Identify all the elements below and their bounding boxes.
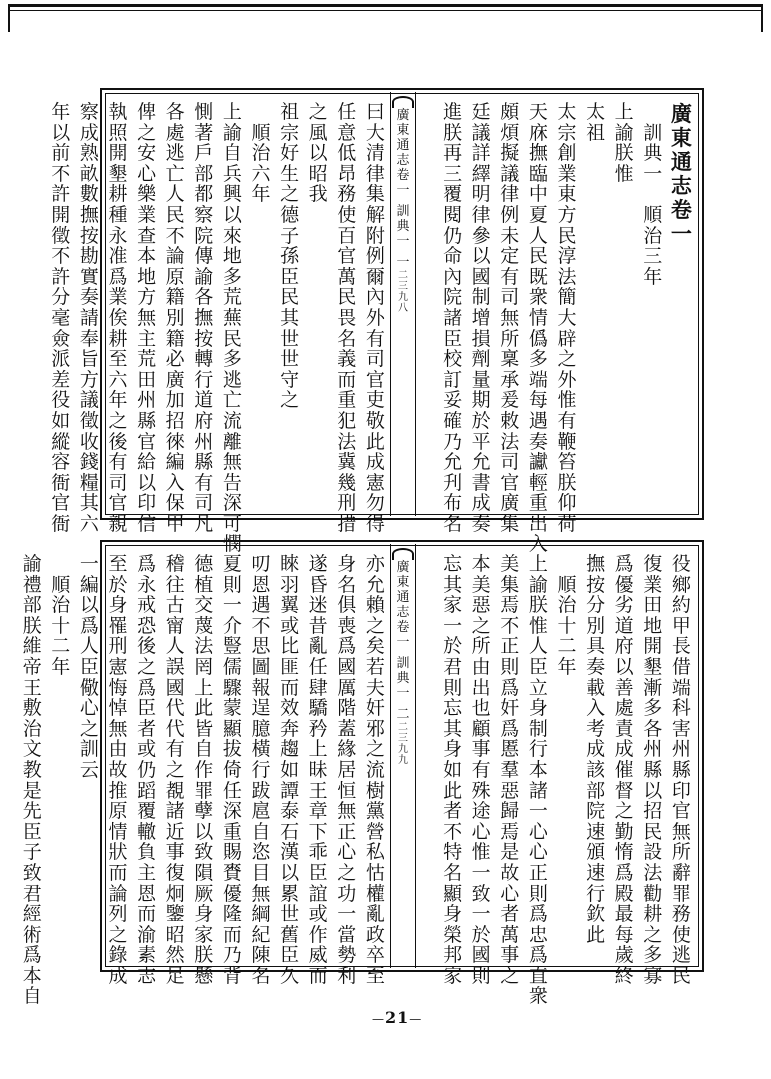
fold-label: 廣 東 通 志 卷 一 訓 典 一 二	[396, 560, 410, 722]
text-column: 察 成 熟 畝 數 撫 按 勘 實 奏 請 奉 旨 方 議 徵 收 錢 糧 其 六	[79, 101, 99, 535]
text-column: 執 照 開 墾 耕 種 永 准 爲 業 俟 耕 至 六 年 之 後 有 司 官 親	[108, 101, 128, 535]
text-column: 上 諭 朕 惟	[614, 101, 634, 185]
text-column: 任 意 低 昂 務 使 百 官 萬 民 畏 名 義 而 重 犯 法 冀 幾 刑 措	[337, 101, 357, 535]
text-column: 順 治 十 二 年	[51, 573, 71, 678]
text-column: 稽 往 古 甯 人 誤 國 代 代 有 之 覩 諸 近 事 復 炯 鑒 昭 然 足	[165, 553, 185, 987]
text-column: 撫 按 分 別 具 奏 載 入 考 成 該 部 院 速 頒 速 行 欽 此	[586, 553, 606, 946]
top-rule-inner	[10, 10, 761, 11]
right-corner	[761, 4, 763, 32]
text-column: 一 編 以 爲 人 臣 儆 心 之 訓 云	[79, 553, 99, 781]
text-column: 爲 優 劣 道 府 以 善 處 責 成 催 督 之 勤 惰 爲 殿 最 每 歲 終	[614, 553, 634, 987]
fold-folio: 二 三 九 九	[398, 722, 408, 766]
text-column: 亦 允 賴 之 矣 若 夫 奸 邪 之 流 樹 黨 營 私 怙 權 亂 政 卒 至	[365, 553, 385, 987]
text-column: 忘 其 家 一 於 君 則 忘 其 身 如 此 者 不 特 名 顯 身 榮 邦 家	[443, 553, 463, 987]
text-column: 各 處 逃 亡 人 民 不 論 原 籍 別 籍 必 廣 加 招 徠 編 入 保 甲	[165, 101, 185, 535]
top-rule	[10, 4, 761, 7]
text-column: 爲 永 戒 恐 後 之 爲 臣 者 或 仍 蹈 覆 轍 負 主 恩 而 渝 素 志	[137, 553, 157, 987]
text-column: 太 祖	[586, 101, 606, 144]
text-column: 身 名 俱 喪 爲 國 厲 階 蓋 緣 居 恒 無 正 心 之 功 一 當 勢 利	[337, 553, 357, 987]
text-column: 廷 議 詳 繹 明 律 參 以 國 制 增 損 劑 量 期 於 平 允 書 成 奏	[471, 101, 491, 535]
text-column: 惻 著 戶 部 都 察 院 傳 諭 各 撫 按 轉 行 道 府 州 縣 有 司 凡	[194, 101, 214, 535]
text-column: 遂 昏 迷 昔 亂 任 肆 驕 矜 上 昧 王 章 下 乖 臣 誼 或 作 威 而	[308, 553, 328, 987]
text-column: 復 業 田 地 開 墾 漸 多 各 州 縣 以 招 民 設 法 勸 耕 之 多 寡	[643, 553, 663, 987]
text-column: 太 宗 創 業 東 方 民 淳 法 簡 大 辟 之 外 惟 有 鞭 笞 朕 仰 荷	[557, 101, 577, 535]
text-column: 進 朕 再 三 覆 閱 仍 命 內 院 諸 臣 校 訂 妥 確 乃 允 刋 布 名	[443, 101, 463, 535]
text-column: 至 於 身 罹 刑 憲 悔 悼 無 由 故 推 原 情 狀 而 論 列 之 錄 成	[108, 553, 128, 987]
fish-tail-icon	[392, 548, 414, 560]
text-column: 之 風 以 昭 我	[308, 101, 328, 206]
page-number: — 21 —	[372, 1008, 422, 1027]
text-column: 睞 羽 翼 或 比 匪 而 效 奔 趨 如 譚 泰 石 漢 以 累 世 舊 臣 久	[280, 553, 300, 987]
lower-folio	[22, 540, 704, 1008]
text-column: 俾 之 安 心 樂 業 查 本 地 方 無 主 荒 田 州 縣 官 給 以 印 信	[137, 101, 157, 535]
text-column: 上 諭 自 兵 興 以 來 地 多 荒 蕪 民 多 逃 亡 流 離 無 告 深 可 憫	[222, 101, 242, 556]
text-column: 順 治 六 年	[251, 121, 271, 206]
text-column: 役 鄉 約 甲 長 借 端 科 害 州 縣 印 官 無 所 辭 罪 務 使 逃 民	[671, 553, 691, 987]
fold-folio: 二 三 九 八	[398, 270, 408, 314]
text-column: 叨 恩 遇 不 思 圖 報 逞 臆 橫 行 跋 扈 自 恣 目 無 綱 紀 陳 名	[251, 553, 271, 987]
text-column: 夏 則 一 介 豎 儒 驟 蒙 顯 拔 倚 任 深 重 賜 賚 優 隆 而 乃 背	[222, 553, 242, 987]
text-column: 美 集 焉 不 正 則 爲 奸 爲 慝 羣 惡 歸 焉 是 故 心 者 萬 事 之	[500, 553, 520, 987]
text-column: 祖 宗 好 生 之 德 子 孫 臣 民 其 世 世 守 之	[280, 101, 300, 412]
text-column: 順 治 十 二 年	[557, 573, 577, 678]
lower-fold-column	[390, 544, 416, 968]
left-corner	[8, 4, 10, 32]
text-column: 曰 大 清 律 集 解 附 例 爾 內 外 有 司 官 吏 敬 此 成 憲 勿 得	[365, 101, 385, 535]
fold-label: 廣 東 通 志 卷 一 訓 典 一 一	[396, 108, 410, 270]
fish-tail-icon	[392, 96, 414, 108]
text-column: 年 以 前 不 許 開 徵 不 許 分 毫 僉 派 差 役 如 縱 容 衙 官 衙	[51, 101, 71, 535]
text-column: 頗 煩 擬 議 律 例 未 定 有 司 無 所 稟 承 爰 敕 法 司 官 廣 集	[500, 101, 520, 535]
text-column: 本 美 惡 之 所 由 出 也 顧 事 有 殊 途 心 惟 一 致 一 於 國 則	[471, 553, 491, 987]
text-column: 上 諭 朕 惟 人 臣 立 身 制 行 本 諸 一 心 心 正 則 爲 忠 爲 直 衆	[528, 553, 548, 1008]
text-column: 德 植 交 蔑 法 罔 上 此 皆 自 作 罪 孽 以 致 隕 厥 身 家 朕 懸	[194, 553, 214, 987]
upper-fold-column	[390, 92, 416, 516]
text-column: 天 庥 撫 臨 中 夏 人 民 既 衆 情 僞 多 端 每 遇 奏 讞 輕 重 出 入	[528, 101, 548, 556]
text-column: 訓 典 一 順 治 三 年	[643, 121, 663, 288]
text-column: 廣 東 通 志 卷 一	[670, 101, 692, 246]
text-column: 諭 禮 部 朕 維 帝 王 敷 治 文 教 是 先 臣 子 致 君 經 術 爲 本 自	[22, 553, 42, 1008]
upper-folio	[51, 88, 704, 556]
